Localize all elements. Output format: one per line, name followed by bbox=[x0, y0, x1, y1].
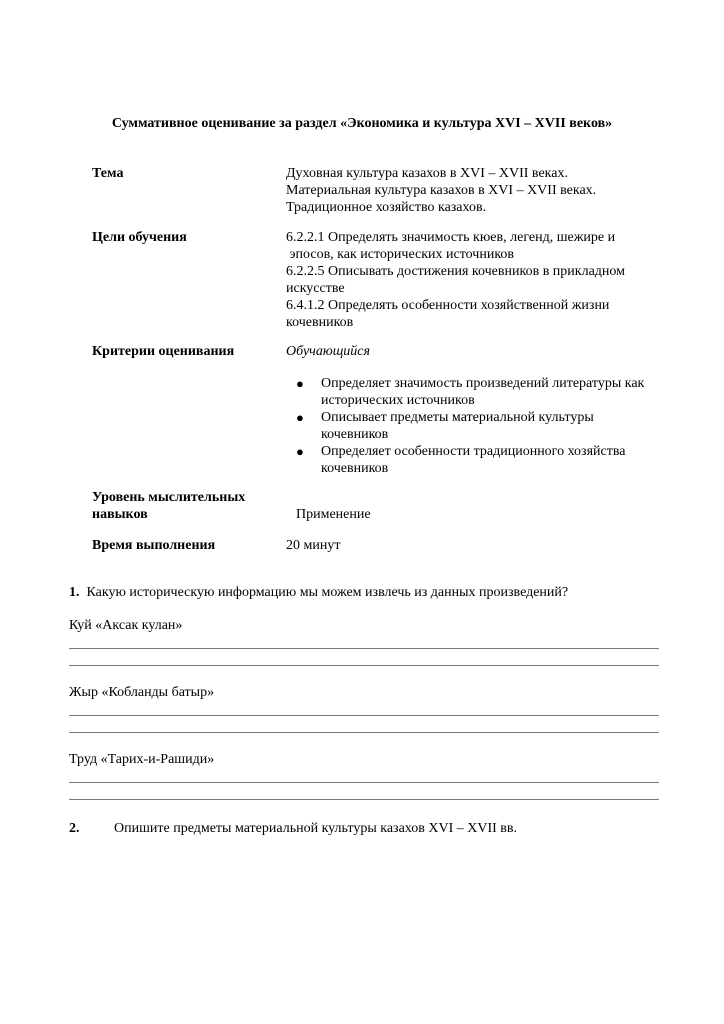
criteria-intro: Обучающийся bbox=[286, 344, 371, 359]
answer-line[interactable] bbox=[69, 799, 659, 800]
question-text: Какую историческую информацию мы можем извлечь из данных произведений? bbox=[86, 585, 569, 600]
criteria-text: Описывает предметы материальной культуры bbox=[321, 410, 594, 425]
time-label: Время выполнения bbox=[92, 538, 216, 553]
page-title: Суммативное оценивание за раздел «Экономика и культура XVI – XVII веков» bbox=[111, 116, 613, 131]
topic-label: Тема bbox=[92, 166, 124, 181]
question-number: 2. bbox=[69, 821, 80, 836]
goal-line: кочевников bbox=[286, 315, 354, 330]
skills-label bbox=[92, 489, 245, 523]
criteria-text: кочевников bbox=[321, 461, 389, 476]
question-number: 1. bbox=[69, 585, 80, 600]
criteria-text: кочевников bbox=[321, 427, 389, 442]
time-value: 20 минут bbox=[286, 538, 341, 553]
work-kuy: Куй «Аксак кулан» bbox=[69, 618, 183, 633]
bullet-icon: ● bbox=[296, 444, 304, 459]
answer-line[interactable] bbox=[69, 665, 659, 666]
work-zhyr: Жыр «Кобланды батыр» bbox=[69, 685, 215, 700]
list-item bbox=[286, 409, 676, 443]
criteria-text: Определяет особенности традиционного хозяйства bbox=[321, 444, 626, 459]
question-text: Опишите предметы материальной культуры казахов XVI – XVII вв. bbox=[114, 821, 518, 836]
skills-label-line: навыков bbox=[92, 507, 148, 522]
work-tarikh: Труд «Тарих-и-Рашиди» bbox=[69, 752, 215, 767]
answer-line[interactable] bbox=[69, 715, 659, 716]
criteria-text: Определяет значимость произведений литературы как bbox=[321, 376, 645, 391]
goal-line: эпосов, как исторических источников bbox=[286, 247, 515, 262]
question-1 bbox=[69, 584, 568, 601]
answer-line[interactable] bbox=[69, 648, 659, 649]
skills-value: Применение bbox=[296, 507, 371, 522]
criteria-text: исторических источников bbox=[321, 393, 475, 408]
bullet-icon: ● bbox=[296, 376, 304, 391]
goal-line: искусстве bbox=[286, 281, 345, 296]
topic-line: Духовная культура казахов в XVI – XVII веках. bbox=[286, 166, 568, 181]
list-item bbox=[286, 443, 676, 477]
goal-line: 6.2.2.1 Определять значимость кюев, легенд, шежире и bbox=[286, 230, 616, 245]
goals-label: Цели обучения bbox=[92, 230, 187, 245]
goals-value bbox=[286, 229, 666, 331]
criteria-label: Критерии оценивания bbox=[92, 344, 235, 359]
bullet-icon: ● bbox=[296, 410, 304, 425]
skills-label-line: Уровень мыслительных bbox=[92, 490, 246, 505]
topic-line: Традиционное хозяйство казахов. bbox=[286, 200, 487, 215]
answer-line[interactable] bbox=[69, 782, 659, 783]
criteria-list bbox=[286, 375, 676, 477]
answer-line[interactable] bbox=[69, 732, 659, 733]
question-2 bbox=[69, 820, 518, 837]
goal-line: 6.4.1.2 Определять особенности хозяйственной жизни bbox=[286, 298, 610, 313]
list-item bbox=[286, 375, 676, 409]
topic-value bbox=[286, 165, 666, 216]
topic-line: Материальная культура казахов в XVI – XVII веках. bbox=[286, 183, 597, 198]
goal-line: 6.2.2.5 Описывать достижения кочевников в прикладном bbox=[286, 264, 626, 279]
